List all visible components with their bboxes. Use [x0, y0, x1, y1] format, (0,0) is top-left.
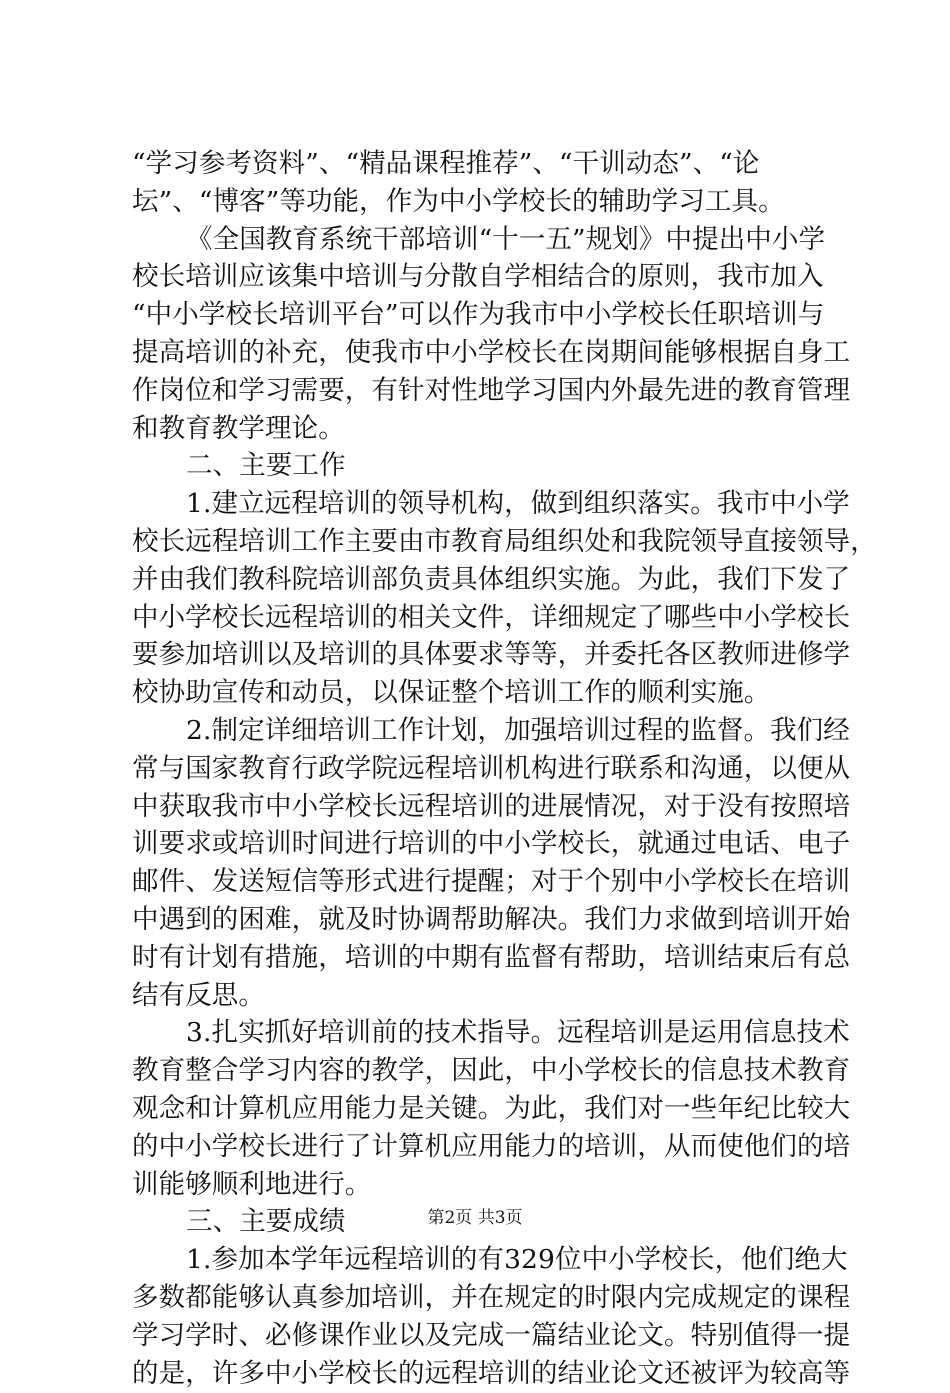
text-line: 中获取我市中小学校长远程培训的进展情况，对于没有按照培	[132, 790, 851, 822]
text-line: 提高培训的补充，使我市中小学校长在岗期间能够根据自身工	[132, 337, 851, 368]
text-line: 1.参加本学年远程培训的有329位中小学校长，他们绝大	[186, 1244, 848, 1276]
text-line: 观念和计算机应用能力是关键。为此，我们对一些年纪比较大	[132, 1093, 851, 1124]
text-line: 训能够顺利地进行。	[132, 1168, 372, 1200]
text-line: 多数都能够认真参加培训，并在规定的时限内完成规定的课程	[132, 1282, 851, 1313]
text-line: “学习参考资料”、“精品课程推荐”、“干训动态”、“论	[132, 148, 760, 179]
text-line: 结有反思。	[132, 979, 265, 1011]
text-line: 并由我们教科院培训部负责具体组织实施。为此，我们下发了	[132, 563, 851, 595]
text-line: “中小学校长培训平台”可以作为我市中小学校长任职培训与	[132, 299, 825, 331]
text-line: 3.扎实抓好培训前的技术指导。远程培训是运用信息技术	[186, 1017, 850, 1049]
text-line: 校长培训应该集中培训与分散自学相结合的原则，我市加入	[132, 261, 824, 293]
text-line: 三、主要成绩	[186, 1206, 346, 1238]
text-line: 邮件、发送短信等形式进行提醒；对于个别中小学校长在培训	[132, 866, 851, 898]
text-line: 的中小学校长进行了计算机应用能力的培训，从而使他们的培	[132, 1130, 851, 1162]
page-footer: 第2页 共3页	[427, 1208, 523, 1228]
text-line: 校长远程培训工作主要由市教育局组织处和我院领导直接领导，	[132, 526, 877, 557]
text-line: 1.建立远程培训的领导机构，做到组织落实。我市中小学	[186, 488, 850, 520]
text-line: 坛”、“博客”等功能，作为中小学校长的辅助学习工具。	[132, 185, 785, 217]
text-line: 的是，许多中小学校长的远程培训的结业论文还被评为较高等	[132, 1357, 851, 1389]
text-line: 时有计划有措施，培训的中期有监督有帮助，培训结束后有总	[132, 941, 851, 973]
text-line: 校协助宣传和动员，以保证整个培训工作的顺利实施。	[132, 677, 771, 709]
text-line: 中小学校长远程培训的相关文件，详细规定了哪些中小学校长	[132, 601, 851, 633]
text-line: 2.制定详细培训工作计划，加强培训过程的监督。我们经	[186, 715, 850, 746]
text-line: 教育整合学习内容的教学，因此，中小学校长的信息技术教育	[132, 1055, 851, 1087]
text-line: 中遇到的困难，就及时协调帮助解决。我们力求做到培训开始	[132, 904, 851, 935]
text-line: 要参加培训以及培训的具体要求等等，并委托各区教师进修学	[132, 639, 851, 671]
text-line: 二、主要工作	[186, 450, 346, 482]
text-line: 训要求或培训时间进行培训的中小学校长，就通过电话、电子	[132, 828, 851, 860]
text-line: 《全国教育系统干部培训“十一五”规划》中提出中小学	[186, 223, 826, 255]
text-line: 和教育教学理论。	[132, 412, 345, 444]
text-line: 作岗位和学习需要，有针对性地学习国内外最先进的教育管理	[132, 374, 851, 406]
text-line: 常与国家教育行政学院远程培训机构进行联系和沟通，以便从	[132, 752, 851, 784]
text-line: 学习学时、必修课作业以及完成一篇结业论文。特别值得一提	[132, 1319, 851, 1351]
